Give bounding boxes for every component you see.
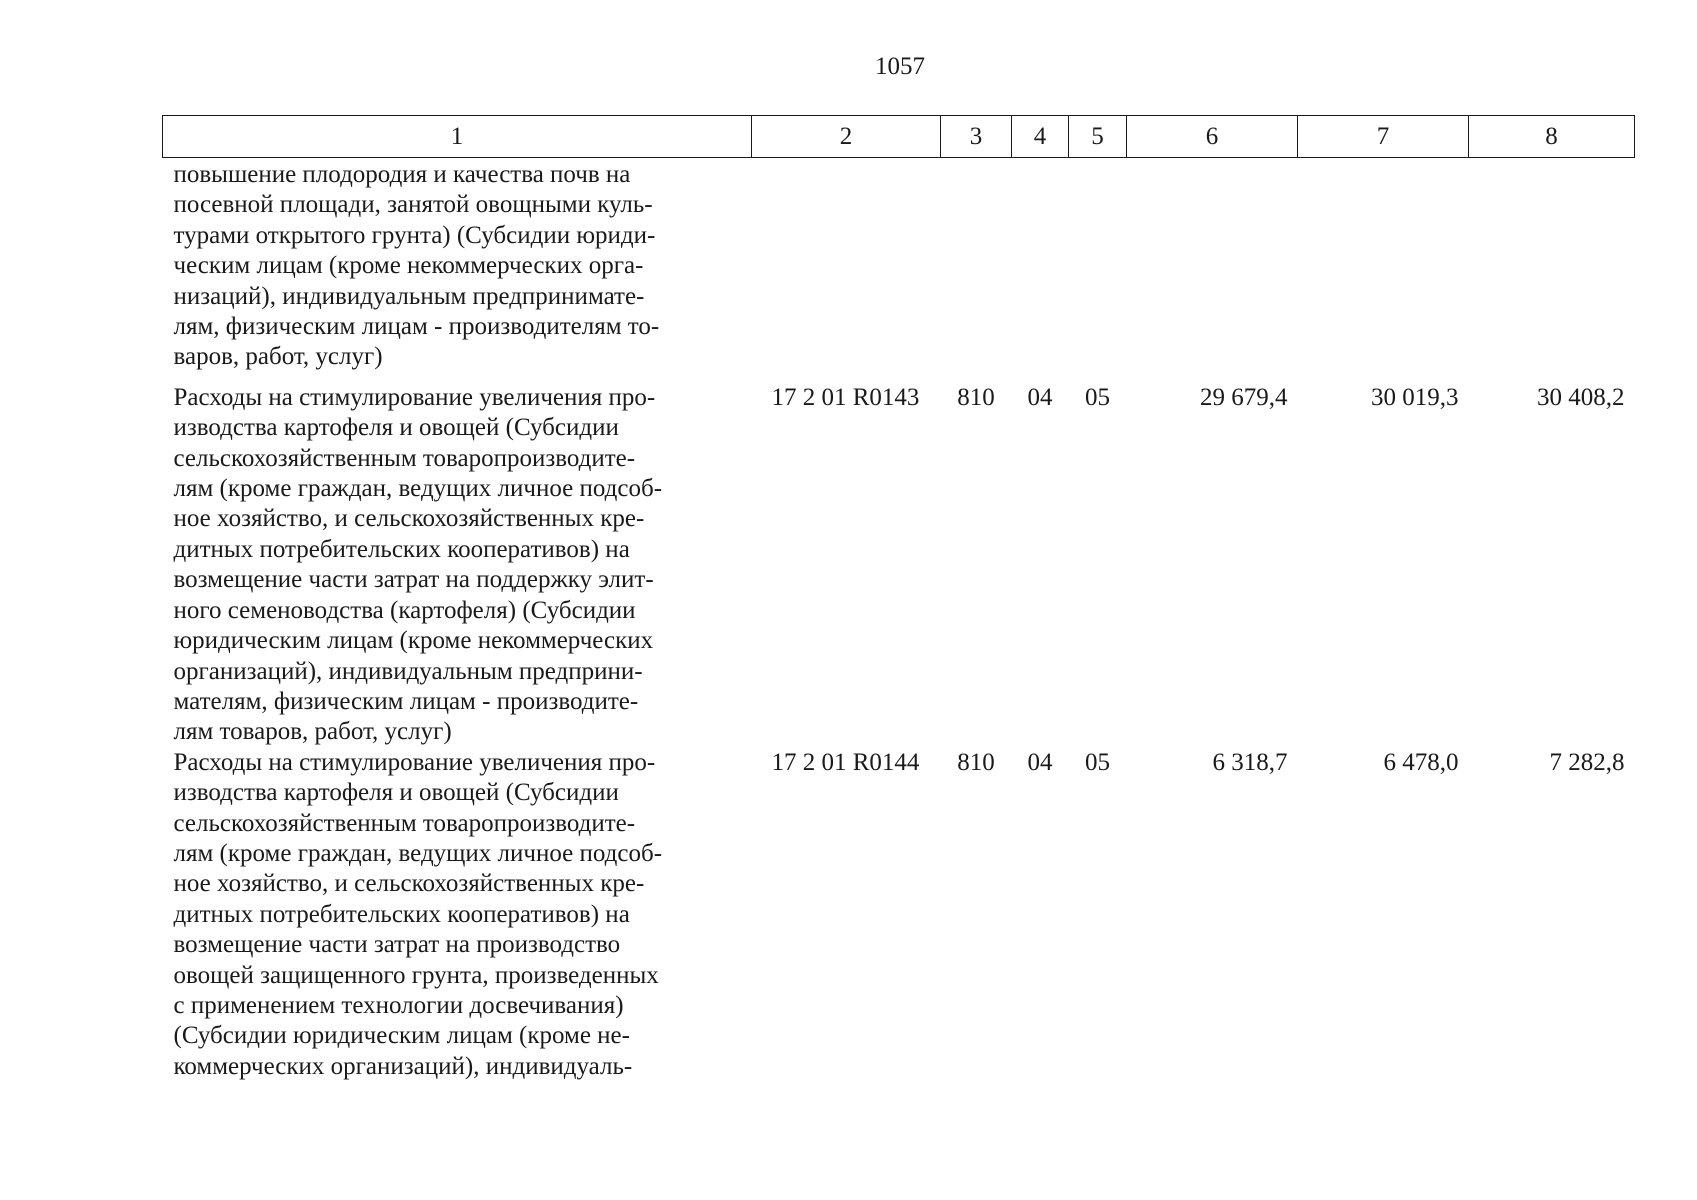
row-col7: 6 478,0 xyxy=(1383,748,1459,776)
row-col3 xyxy=(941,158,1012,383)
description-line: коммерческих организаций), индивидуаль- xyxy=(173,1052,633,1080)
description-line: юридическим лицам (кроме некоммерческих xyxy=(173,627,654,655)
table-row xyxy=(163,748,1635,1082)
row-col8 xyxy=(1469,158,1635,383)
table-row xyxy=(163,158,1635,383)
description-line: посевной площади, занятой овощными куль- xyxy=(173,191,653,219)
row-col7 xyxy=(1298,158,1469,383)
description-line: лям, физическим лицам - производителям то- xyxy=(173,313,660,341)
column-header-2: 2 xyxy=(752,116,941,158)
description-line: лям товаров, работ, услуг) xyxy=(173,718,452,746)
description-line: повышение плодородия и качества почв на xyxy=(173,161,631,188)
row-description xyxy=(163,158,752,383)
row-description xyxy=(163,748,752,1082)
table-row xyxy=(163,383,1635,748)
description-line: организаций), индивидуальным предприни- xyxy=(173,657,643,685)
row-col4 xyxy=(1012,158,1069,383)
page-number: 1057 xyxy=(875,53,925,80)
row-col5 xyxy=(1069,158,1127,383)
description-line: дитных потребительских кооперативов) на xyxy=(173,900,630,928)
row-col5: 05 xyxy=(1085,748,1110,776)
description-line: возмещение части затрат на поддержку элит- xyxy=(173,566,654,594)
row-col3: 810 xyxy=(957,748,995,776)
row-col3: 810 xyxy=(957,383,995,411)
description-line: сельскохозяйственным товаропроизводите- xyxy=(173,809,636,837)
column-header-3: 3 xyxy=(941,116,1012,158)
description-line: (Субсидии юридическим лицам (кроме не- xyxy=(173,1022,630,1050)
row-code: 17 2 01 R0144 xyxy=(771,748,920,776)
description-line: турами открытого грунта) (Субсидии юриди- xyxy=(173,221,656,249)
description-line: дитных потребительских кооперативов) на xyxy=(173,535,630,563)
column-header-4: 4 xyxy=(1012,116,1069,158)
description-line: лям (кроме граждан, ведущих личное подсоб- xyxy=(173,475,663,503)
description-line: изводства картофеля и овощей (Субсидии xyxy=(173,414,619,442)
column-header-8: 8 xyxy=(1469,116,1635,158)
column-header-1: 1 xyxy=(163,116,752,158)
description-line: ческим лицам (кроме некоммерческих орга- xyxy=(173,252,644,280)
row-col8: 30 408,2 xyxy=(1537,383,1625,411)
description-line: сельскохозяйственным товаропроизводите- xyxy=(173,444,636,472)
description-line: ное хозяйство, и сельскохозяйственных кре- xyxy=(173,505,645,533)
description-line: Расходы на стимулирование увеличения про- xyxy=(173,748,656,776)
row-col5: 05 xyxy=(1085,383,1110,411)
row-col6 xyxy=(1127,158,1298,383)
row-code xyxy=(752,158,941,383)
description-line: Расходы на стимулирование увеличения про- xyxy=(173,383,656,411)
row-description xyxy=(163,383,752,748)
budget-table xyxy=(162,115,1635,1082)
description-line: лям (кроме граждан, ведущих личное подсоб- xyxy=(173,839,663,867)
column-header-7: 7 xyxy=(1298,116,1469,158)
description-line: варов, работ, услуг) xyxy=(173,343,383,371)
row-code: 17 2 01 R0143 xyxy=(771,383,920,411)
row-col6: 6 318,7 xyxy=(1212,748,1288,776)
description-line: ного семеноводства (картофеля) (Субсидии xyxy=(173,596,636,624)
row-col7: 30 019,3 xyxy=(1371,383,1459,411)
description-line: овощей защищенного грунта, произведенных xyxy=(173,961,659,989)
description-line: ное хозяйство, и сельскохозяйственных кре- xyxy=(173,870,645,898)
row-col8: 7 282,8 xyxy=(1549,748,1625,776)
row-col4: 04 xyxy=(1027,383,1053,411)
description-line: низаций), индивидуальным предпринимате- xyxy=(173,282,645,310)
description-line: мателям, физическим лицам - производите- xyxy=(173,687,639,715)
column-header-row xyxy=(163,116,1635,158)
description-line: возмещение части затрат на производство xyxy=(173,931,621,959)
description-line: изводства картофеля и овощей (Субсидии xyxy=(173,779,619,807)
column-header-6: 6 xyxy=(1127,116,1298,158)
column-header-5: 5 xyxy=(1069,116,1127,158)
row-col6: 29 679,4 xyxy=(1200,383,1288,411)
description-line: с применением технологии досвечивания) xyxy=(173,991,624,1019)
row-col4: 04 xyxy=(1027,748,1053,776)
